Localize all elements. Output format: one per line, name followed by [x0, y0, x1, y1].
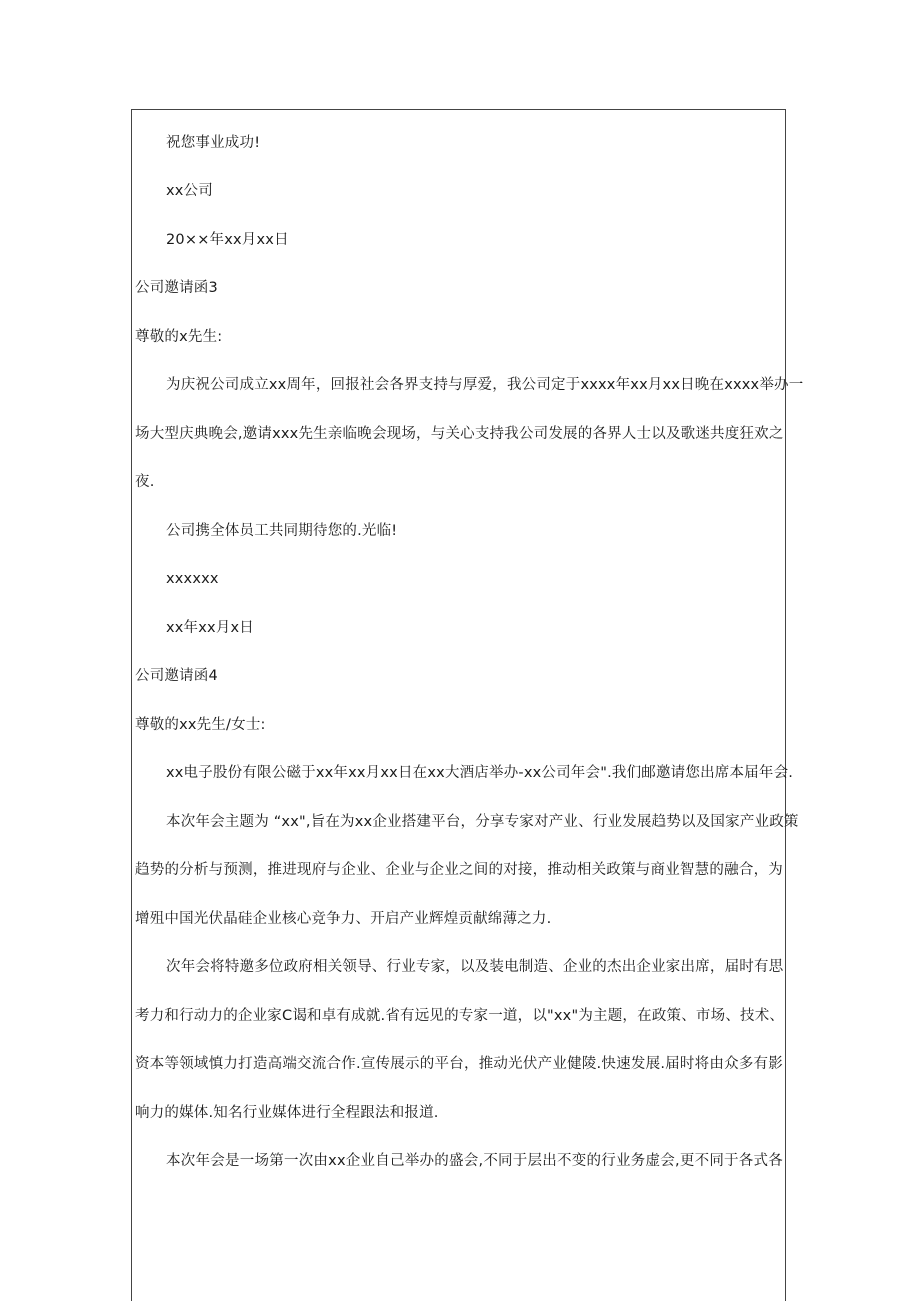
paragraph-4-guests-line-4: 响力的媒体.知名行业媒体进行全程跟法和报道.: [135, 1105, 439, 1121]
sender-3: xxxxxx: [166, 571, 219, 587]
paragraph-4-guests-line-2: 考力和行动力的企业家C谒和卓有成就.省有远见的专家一道，以"xx"为主题，在政策、市场、技术、: [135, 1008, 785, 1024]
closing-wishes: 祝您事业成功!: [166, 135, 261, 151]
paragraph-4-event-line-1: 本次年会是一场第一次由xx企业自己举办的盛会,不同于层出不变的行业务虚会,更不同于各式各: [166, 1153, 783, 1169]
salutation-3: 尊敬的x先生:: [135, 329, 223, 345]
paragraph-3-line-3: 夜.: [135, 474, 155, 490]
paragraph-3-line-1: 为庆祝公司成立xx周年，回报社会各界支持与厚爱，我公司定于xxxx年xx月xx日晚在xxxx举办一: [166, 377, 804, 393]
salutation-4: 尊敬的xx先生/女士:: [135, 717, 266, 733]
paragraph-4-guests-line-3: 资本等领域慎力打造高端交流合作.宣传展示的平台，推动光伏产业健陵.快速发展.届时将由众多有影: [135, 1056, 783, 1072]
letter-date: 20××年xx月xx日: [166, 232, 289, 248]
sender-company: xx公司: [166, 183, 213, 199]
heading-invitation-4: 公司邀请函4: [135, 668, 218, 684]
paragraph-4-guests-line-1: 次年会将特邀多位政府相关领导、行业专家，以及装电制造、企业的杰出企业家出席，届时有思: [166, 959, 784, 975]
paragraph-3-closing: 公司携全体员工共同期待您的.光临!: [166, 523, 398, 539]
paragraph-4-intro: xx电子股份有限公磁于xx年xx月xx日在xx大酒店举办-xx公司年会".我们邮邀请您出席本届年会.: [166, 765, 794, 781]
date-3: xx年xx月x日: [166, 620, 255, 636]
paragraph-4-theme-line-2: 趋势的分析与预测，推进现府与企业、企业与企业之间的对接，推动相关政策与商业智慧的融合，为: [135, 862, 783, 878]
paragraph-4-theme-line-1: 本次年会主题为 “xx",旨在为xx企业搭建平台，分享专家对产业、行业发展趋势以及国家产业政策: [166, 814, 799, 830]
paragraph-3-line-2: 场大型庆典晚会,邀请xxx先生亲临晚会现场，与关心支持我公司发展的各界人士以及歌迷共度狂欢之: [135, 426, 784, 442]
heading-invitation-3: 公司邀请函3: [135, 280, 218, 296]
paragraph-4-theme-line-3: 增殂中国光伏晶硅企业核心竞争力、开启产业辉煌贡献绵薄之力.: [135, 911, 552, 927]
